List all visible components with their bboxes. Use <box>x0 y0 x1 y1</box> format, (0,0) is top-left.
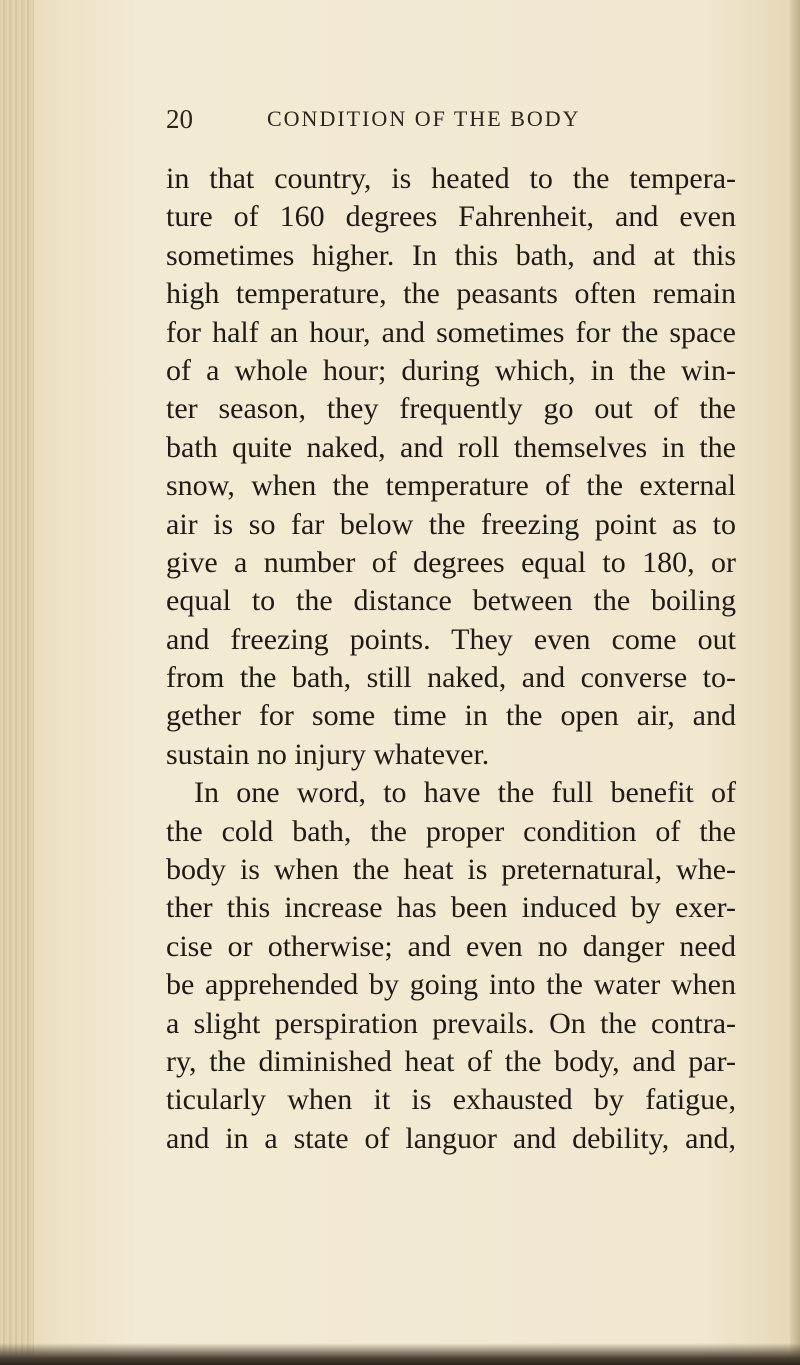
page-edge-left <box>0 0 34 1365</box>
text-line: for half an hour, and sometimes for the space <box>166 315 736 349</box>
page-number: 20 <box>166 104 193 134</box>
text-line: give a number of degrees equal to 180, or <box>166 545 736 579</box>
text-line: of a whole hour; during which, in the win- <box>166 353 736 387</box>
text-line: ture of 160 degrees Fahrenheit, and even <box>166 200 736 234</box>
text-line: equal to the distance between the boiling <box>166 584 736 618</box>
text-line: in that country, is heated to the tempera- <box>166 162 736 195</box>
page-bottom-edge <box>0 1343 800 1365</box>
text-line: ticularly when it is exhausted by fatigue, <box>166 1083 736 1117</box>
text-line: air is so far below the freezing point as to <box>166 507 736 541</box>
text-line: bath quite naked, and roll themselves in the <box>166 430 736 464</box>
page-header <box>166 104 796 140</box>
text-line: sometimes higher. In this bath, and at this <box>166 238 736 272</box>
text-line-paragraph-end: sustain no injury whatever. <box>166 737 490 771</box>
text-line: ry, the diminished heat of the body, and par- <box>166 1044 736 1078</box>
text-line: ter season, they frequently go out of the <box>166 392 736 426</box>
text-line: a slight perspiration prevails. On the contra- <box>166 1006 736 1040</box>
text-line: and freezing points. They even come out <box>166 622 736 656</box>
text-line: be apprehended by going into the water when <box>166 968 736 1002</box>
text-line: high temperature, the peasants often remain <box>166 277 736 311</box>
running-head: CONDITION OF THE BODY <box>267 106 581 131</box>
text-line: ther this increase has been induced by exer- <box>166 891 736 925</box>
body-text <box>166 160 736 1158</box>
text-line-paragraph-start: In one word, to have the full benefit of <box>194 776 736 810</box>
text-line: from the bath, still naked, and converse to- <box>166 661 736 695</box>
text-line: the cold bath, the proper condition of the <box>166 814 736 848</box>
page-edge-right <box>790 0 800 1365</box>
text-line: and in a state of languor and debility, and, <box>166 1121 736 1155</box>
text-line: cise or otherwise; and even no danger need <box>166 929 736 963</box>
text-line: gether for some time in the open air, and <box>166 699 736 733</box>
text-line: snow, when the temperature of the external <box>166 469 736 503</box>
text-line: body is when the heat is preternatural, whe- <box>166 853 736 887</box>
